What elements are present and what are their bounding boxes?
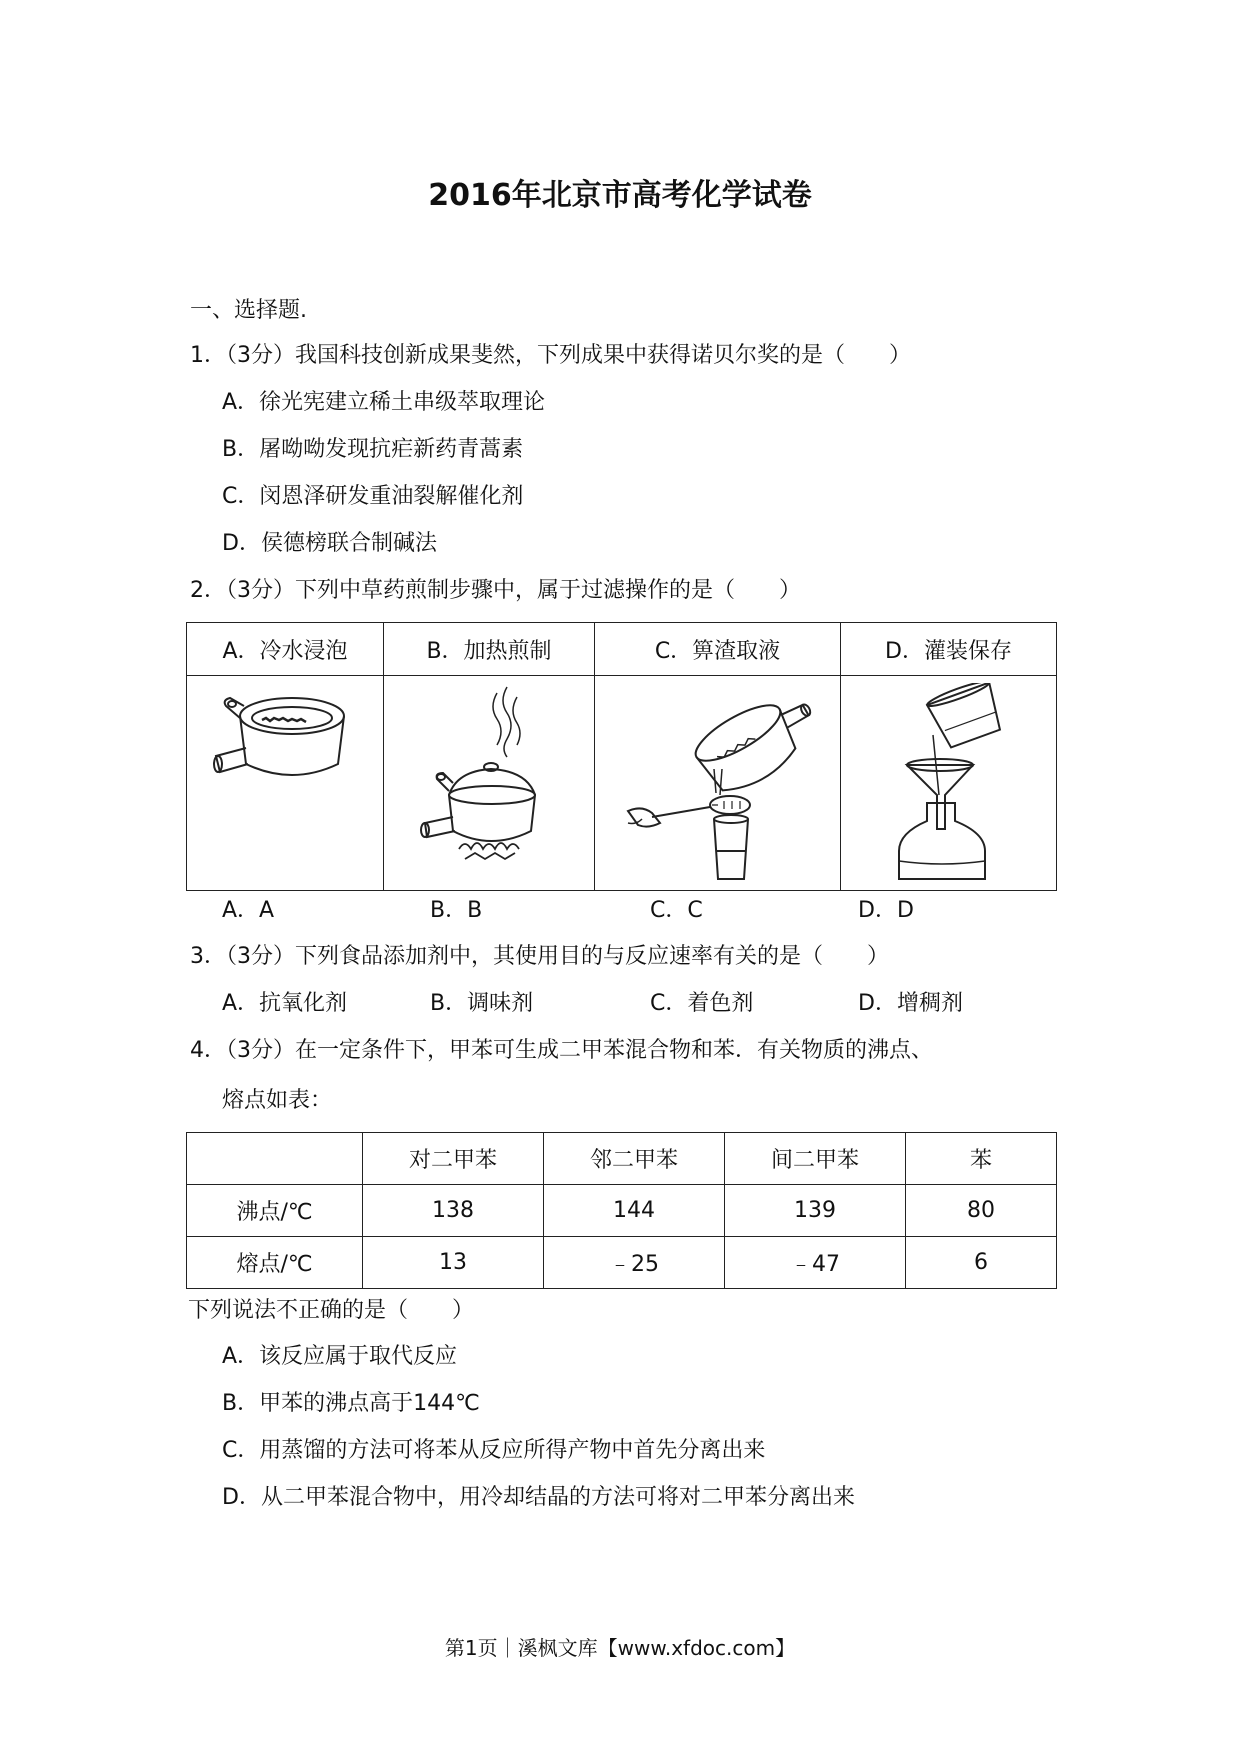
q2-header-b: B．加热煎制 bbox=[384, 623, 595, 676]
q2-image-table bbox=[186, 622, 1057, 891]
q1-option-a: A．徐光宪建立稀土串级萃取理论 bbox=[222, 390, 546, 415]
page-footer: 第1页｜溪枫文库【www.xfdoc.com】 bbox=[444, 1636, 796, 1660]
q2-cell-c bbox=[595, 676, 841, 891]
q2-stem: 2．（3分）下列中草药煎制步骤中，属于过滤操作的是（ ） bbox=[190, 578, 801, 603]
q4-stem-line1: 4．（3分）在一定条件下，甲苯可生成二甲苯混合物和苯．有关物质的沸点、 bbox=[190, 1038, 933, 1063]
q3-option-d: D．增稠剂 bbox=[858, 991, 963, 1016]
q4-option-d: D．从二甲苯混合物中，用冷却结晶的方法可将对二甲苯分离出来 bbox=[222, 1485, 855, 1510]
q1-stem: 1．（3分）我国科技创新成果斐然，下列成果中获得诺贝尔奖的是（ ） bbox=[190, 343, 911, 368]
q2-cell-a bbox=[187, 676, 384, 891]
q4-option-b: B．甲苯的沸点高于144℃ bbox=[222, 1391, 480, 1416]
q2-header-d: D．灌装保存 bbox=[841, 623, 1057, 676]
q4-table-cell: 144 bbox=[544, 1185, 725, 1237]
q4-table-header: 苯 bbox=[906, 1133, 1057, 1185]
q1-option-b: B．屠呦呦发现抗疟新药青蒿素 bbox=[222, 437, 524, 462]
straining-figure bbox=[618, 683, 818, 883]
page-title: 2016年北京市高考化学试卷 bbox=[428, 178, 812, 213]
q3-stem: 3．（3分）下列食品添加剂中，其使用目的与反应速率有关的是（ ） bbox=[190, 944, 889, 969]
q4-stem-line2: 熔点如表： bbox=[222, 1088, 333, 1113]
q4-option-a: A．该反应属于取代反应 bbox=[222, 1344, 458, 1369]
q1-option-c: C．闵恩泽研发重油裂解催化剂 bbox=[222, 484, 524, 509]
q4-table-header: 间二甲苯 bbox=[725, 1133, 906, 1185]
q2-answer-a: A．A bbox=[222, 898, 275, 923]
q4-row-label-boiling: 沸点/℃ bbox=[187, 1185, 363, 1237]
heating-pot-figure bbox=[409, 683, 569, 883]
q2-header-c: C．箅渣取液 bbox=[595, 623, 841, 676]
bottling-figure bbox=[869, 683, 1029, 883]
q3-option-c: C．着色剂 bbox=[650, 991, 754, 1016]
q3-option-a: A．抗氧化剂 bbox=[222, 991, 348, 1016]
q2-cell-d bbox=[841, 676, 1057, 891]
q4-table-cell: 139 bbox=[725, 1185, 906, 1237]
q2-answer-b: B．B bbox=[430, 898, 483, 923]
q4-table-cell: 6 bbox=[906, 1237, 1057, 1289]
section-heading: 一、选择题. bbox=[190, 298, 307, 323]
q4-table-header: 对二甲苯 bbox=[363, 1133, 544, 1185]
q4-table-cell: 13 bbox=[363, 1237, 544, 1289]
q4-question: 下列说法不正确的是（ ） bbox=[188, 1298, 475, 1323]
q2-header-a: A．冷水浸泡 bbox=[187, 623, 384, 676]
q4-table-header: 邻二甲苯 bbox=[544, 1133, 725, 1185]
q2-answer-d: D．D bbox=[858, 898, 914, 923]
q4-row-label-melting: 熔点/℃ bbox=[187, 1237, 363, 1289]
q2-answer-c: C．C bbox=[650, 898, 703, 923]
q4-table-cell: ﹣47 bbox=[725, 1237, 906, 1289]
soaking-pot-figure bbox=[210, 676, 360, 806]
q3-option-b: B．调味剂 bbox=[430, 991, 534, 1016]
q2-cell-b bbox=[384, 676, 595, 891]
q4-table-cell: ﹣25 bbox=[544, 1237, 725, 1289]
q1-option-d: D．侯德榜联合制碱法 bbox=[222, 531, 437, 556]
q4-table-corner bbox=[187, 1133, 363, 1185]
q4-option-c: C．用蒸馏的方法可将苯从反应所得产物中首先分离出来 bbox=[222, 1438, 766, 1463]
q4-table-cell: 138 bbox=[363, 1185, 544, 1237]
q4-table-cell: 80 bbox=[906, 1185, 1057, 1237]
q4-data-table bbox=[186, 1132, 1057, 1289]
